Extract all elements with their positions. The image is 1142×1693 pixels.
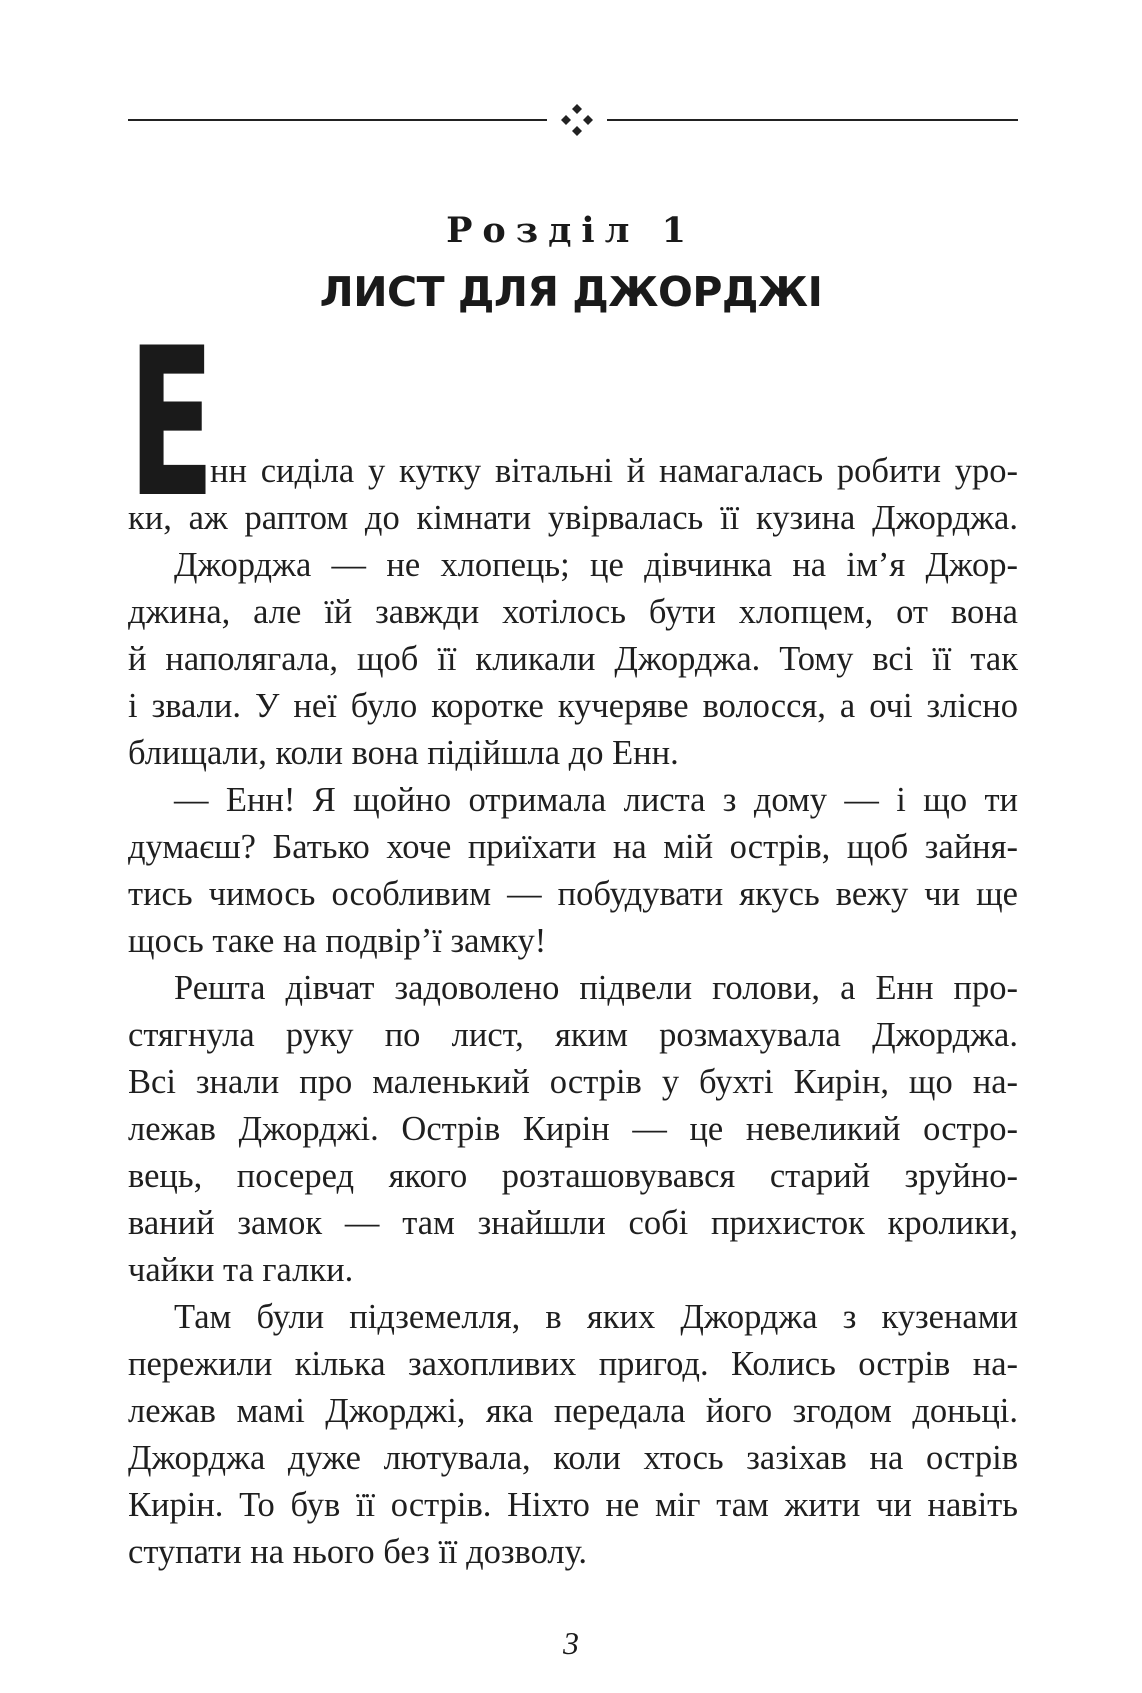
text-line: блищали, коли вона підійшла до Енн. xyxy=(128,734,679,772)
chapter-number: Розділ 1 xyxy=(446,210,696,251)
text-line: стягнула руку по лист, яким розмахувала Джорджа. xyxy=(128,1016,1018,1054)
diamond-ornament-icon xyxy=(557,100,597,140)
text-line: пережили кілька захопливих пригод. Колись острів на- xyxy=(128,1345,1018,1383)
text-line: — Енн! Я щойно отримала листа з дому — і що ти xyxy=(174,781,1018,819)
text-line: джина, але їй завжди хотілось бути хлопцем, от вона xyxy=(128,593,1018,631)
text-line: Решта дівчат задоволено підвели голови, а Енн про- xyxy=(174,969,1018,1007)
text-line: вець, посеред якого розташовувався старий зруйно- xyxy=(128,1157,1018,1195)
chapter-title: ЛИСТ ДЛЯ ДЖОРДЖІ xyxy=(319,268,823,316)
text-line: і звали. У неї було коротке кучеряве волосся, а очі злісно xyxy=(128,687,1018,725)
text-line: Джорджа — не хлопець; це дівчинка на ім’я Джор- xyxy=(174,546,1018,584)
text-line: нн сиділа у кутку вітальні й намагалась робити уро- xyxy=(210,452,1018,490)
text-line: Джорджа дуже лютувала, коли хтось зазіхав на острів xyxy=(128,1439,1018,1477)
text-line: Кирін. То був її острів. Ніхто не міг там жити чи навіть xyxy=(128,1486,1018,1524)
text-line: Там були підземелля, в яких Джорджа з кузенами xyxy=(174,1298,1018,1336)
text-line: Всі знали про маленький острів у бухті Кирін, що на- xyxy=(128,1063,1018,1101)
ornament-divider xyxy=(128,105,1018,135)
text-line: ступати на нього без її дозволу. xyxy=(128,1533,588,1571)
body-text xyxy=(128,448,1018,1576)
text-line: ваний замок — там знайшли собі прихисток кролики, xyxy=(128,1204,1018,1242)
text-line: чайки та галки. xyxy=(128,1251,354,1289)
text-line: лежав Джорджі. Острів Кирін — це невеликий остро- xyxy=(128,1110,1018,1148)
text-line: й наполягала, щоб її кликали Джорджа. Тому всі її так xyxy=(128,640,1018,678)
text-line: тись чимось особливим — побудувати якусь вежу чи ще xyxy=(128,875,1018,913)
text-line: ки, аж раптом до кімнати увірвалась її кузина Джорджа. xyxy=(128,499,1018,537)
text-line: думаєш? Батько хоче приїхати на мій острів, щоб зайня- xyxy=(128,828,1018,866)
text-line: лежав мамі Джорджі, яка передала його згодом доньці. xyxy=(128,1392,1018,1430)
text-line: щось таке на подвір’ї замку! xyxy=(128,922,547,960)
drop-cap: Е xyxy=(128,305,215,543)
divider-line-left xyxy=(128,119,547,121)
page-number: 3 xyxy=(563,1625,579,1661)
divider-line-right xyxy=(607,119,1018,121)
